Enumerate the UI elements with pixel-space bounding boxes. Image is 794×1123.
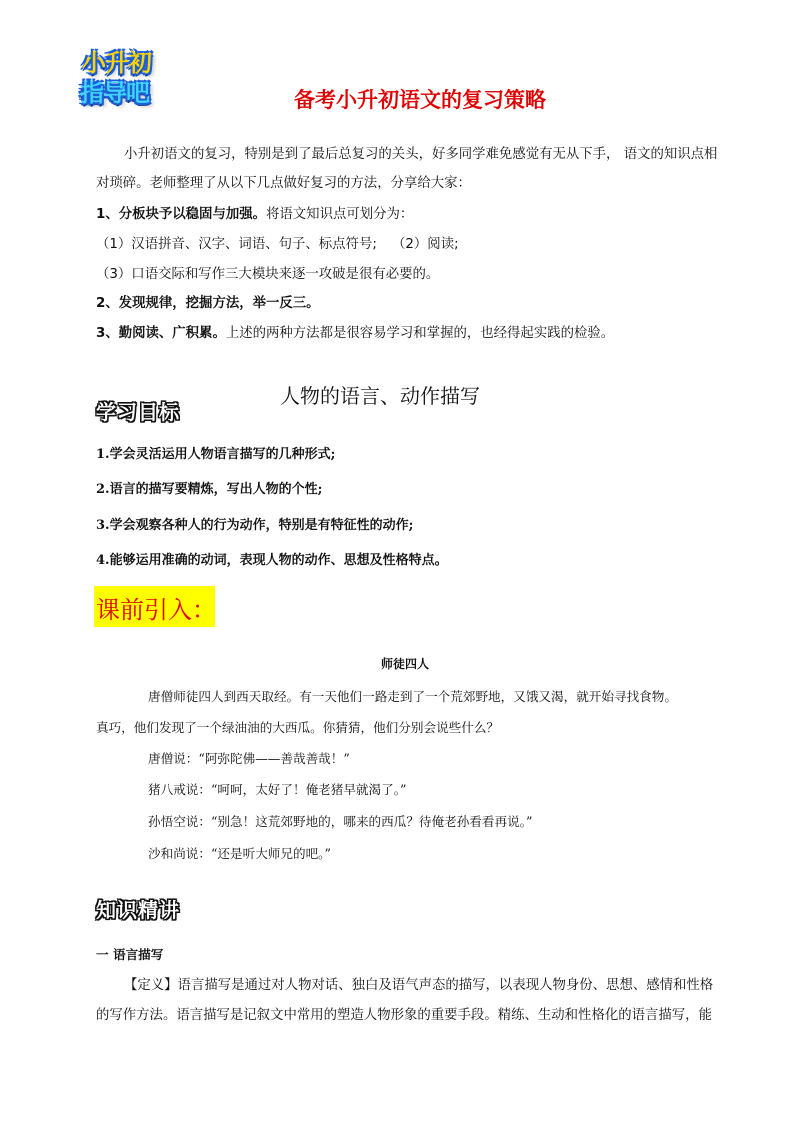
tip-3-bold: 3、勤阅读、广积累。 [96, 326, 226, 341]
goal-item: 2.语言的描写要精炼，写出人物的个性; [96, 482, 323, 497]
tip-2-text: 2、发现规律，挖掘方法，举一反三。 [96, 296, 320, 311]
tip-3-rest: 上述的两种方法都是很容易学习和掌握的，也经得起实践的检验。 [225, 326, 615, 341]
goals-heading: 学习目标 [96, 400, 180, 424]
tip-3 [96, 322, 614, 341]
tip-1 [96, 203, 413, 222]
lead-in-label: 课前引入： [96, 596, 216, 624]
subsection-title: 一 语言描写 [96, 947, 164, 962]
story-line-1: 唐僧师徒四人到西天取经。有一天他们一路走到了一个荒郊野地，又饿又渴，就开始寻找食物。 [148, 689, 677, 704]
goal-item: 4.能够运用准确的动词，表现人物的动作、思想及性格特点。 [96, 553, 448, 568]
lead-in-highlight [94, 586, 215, 627]
document-title: 备考小升初语文的复习策略 [294, 88, 546, 112]
intro-line-2: 对琐碎。老师整理了从以下几点做好复习的方法，分享给大家： [96, 176, 471, 191]
goal-item: 1.学会灵活运用人物语言描写的几种形式; [96, 447, 336, 462]
tip-1-sub-2: （2）阅读; [392, 237, 459, 252]
definition-line-1: 【定义】语言描写是通过对人物对话、独白及语气声态的描写，以表现人物身份、思想、感情和性格 [124, 978, 714, 993]
tip-1-rest: 将语文知识点可划分为： [266, 207, 414, 222]
section-title: 人物的语言、动作描写 [280, 384, 480, 408]
dialogue-sun-wukong: 孙悟空说：“别急！这荒郊野地的，哪来的西瓜？待俺老孙看看再说。” [148, 814, 533, 829]
tip-2 [96, 292, 320, 311]
dialogue-zhu-bajie: 猪八戒说：“呵呵，太好了！俺老猪早就渴了。” [148, 782, 407, 797]
knowledge-heading: 知识精讲 [96, 898, 180, 922]
story-title: 师徒四人 [380, 657, 429, 671]
goal-item: 3.学会观察各种人的行为动作，特别是有特征性的动作; [96, 518, 414, 533]
definition-line-2: 的写作方法。语言描写是记叙文中常用的塑造人物形象的重要手段。精练、生动和性格化的语言描写，能 [96, 1008, 712, 1023]
tip-1-bold: 1、分板块予以稳固与加强。 [96, 207, 267, 222]
logo-text-line1: 小升初 [82, 49, 151, 77]
dialogue-sha-heshang: 沙和尚说：“还是听大师兄的吧。” [148, 846, 331, 861]
story-line-2: 真巧，他们发现了一个绿油油的大西瓜。你猜猜，他们分别会说些什么？ [96, 720, 499, 735]
tip-1-sub-3: （3）口语交际和写作三大模块来逐一攻破是很有必要的。 [96, 267, 440, 282]
tip-1-sub-1: （1）汉语拼音、汉字、词语、句子、标点符号; [96, 237, 377, 252]
dialogue-tang-seng: 唐僧说：“阿弥陀佛——善哉善哉！” [148, 751, 350, 766]
logo [78, 48, 190, 110]
logo-text-line2: 指导吧 [80, 79, 149, 107]
intro-line-1: 小升初语文的复习，特别是到了最后总复习的关头，好多同学难免感觉有无从下手， 语文的知识点相 [124, 147, 718, 162]
